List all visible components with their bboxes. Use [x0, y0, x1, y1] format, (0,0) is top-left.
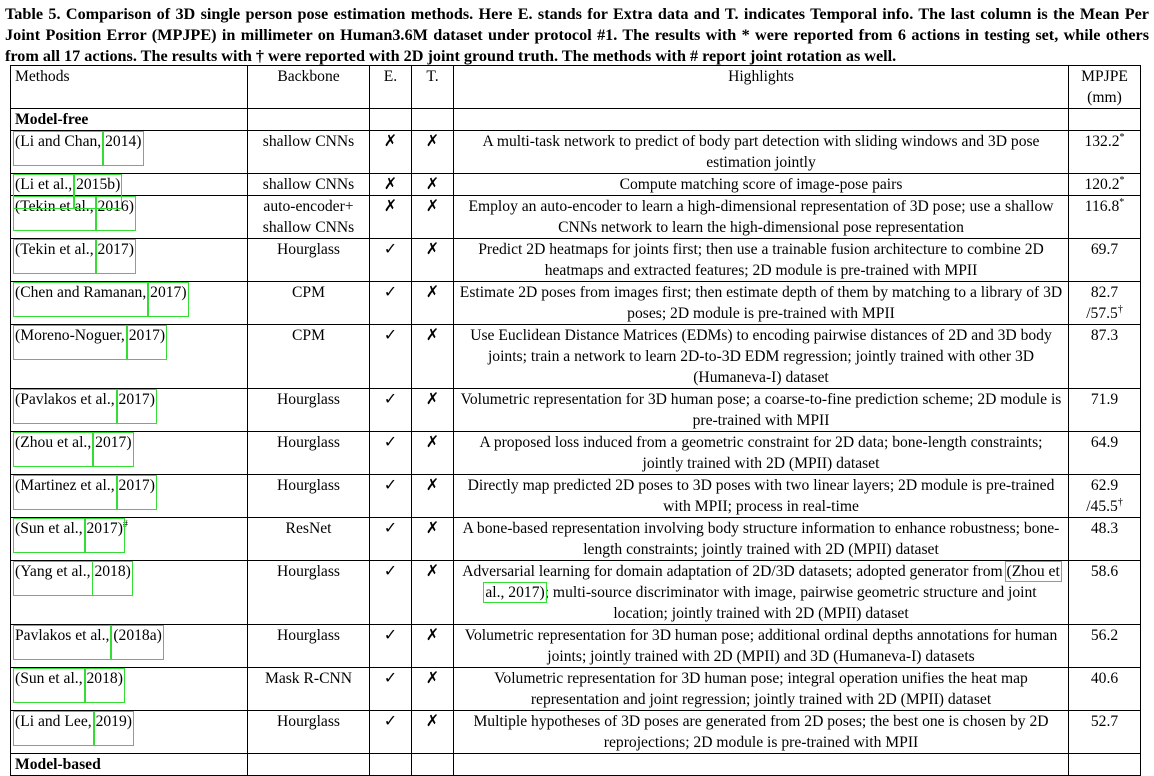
table-row: [11, 711, 1141, 754]
backbone-cell: CPM: [248, 325, 370, 389]
citation-year: 2017: [128, 327, 160, 344]
citation-authors: Pavlakos et al.: [15, 627, 106, 644]
header-temporal: T.: [412, 66, 454, 109]
citation-authors-link[interactable]: (Chen and Ramanan,: [15, 284, 146, 315]
mpjpe-cell: [1069, 625, 1141, 668]
method-cell: [11, 668, 248, 711]
six-actions-marker: *: [1119, 174, 1125, 186]
mpjpe-value: 71.9: [1090, 391, 1119, 408]
citation-authors: Pavlakos et al.: [20, 391, 111, 408]
citation-authors: Li and Lee: [20, 713, 88, 730]
citation-year-link[interactable]: 2017): [119, 391, 155, 422]
citation-authors: Li and Chan: [20, 133, 98, 150]
citation-authors-link[interactable]: (Martinez et al.,: [15, 477, 115, 508]
method-cell: [11, 196, 248, 239]
table-row: [11, 432, 1141, 475]
table-row: [11, 325, 1141, 389]
table-row: [11, 475, 1141, 518]
citation-authors-link[interactable]: (Yang et al.,: [15, 563, 91, 594]
citation-year: 2015b: [76, 176, 116, 193]
citation-year: 2017: [118, 391, 150, 408]
mpjpe-cell: [1069, 432, 1141, 475]
mpjpe-cell: [1069, 282, 1141, 325]
highlights-text: Estimate 2D poses from images first; then estimate depth of them by matching to a library of 3D poses; 2D module is pre-trained with MPII: [459, 284, 1063, 322]
citation-year: 2018: [94, 563, 126, 580]
highlights-text: Directly map predicted 2D poses to 3D poses with two linear layers; 2D module is pre-trained with MPII; process in real-time: [467, 477, 1055, 515]
extra-data-mark: ✓: [370, 239, 412, 282]
highlights-cell: [454, 711, 1069, 754]
citation-year-link[interactable]: 2015b): [76, 176, 120, 207]
backbone-cell: Mask R-CNN: [248, 668, 370, 711]
table-row: [11, 561, 1141, 625]
backbone-cell: auto-encoder+ shallow CNNs: [248, 196, 370, 239]
mpjpe-value: 69.7: [1090, 241, 1119, 258]
citation-year-link[interactable]: 2017): [119, 477, 155, 508]
citation-authors-link[interactable]: (Li et al.,: [15, 176, 72, 207]
mpjpe-gt-value: /57.5: [1086, 305, 1118, 322]
citation-year: 2019: [95, 713, 127, 730]
mpjpe-value: 48.3: [1090, 520, 1119, 537]
citation-year-link[interactable]: 2016): [98, 198, 134, 229]
citation-year-link[interactable]: (2018a): [113, 627, 162, 658]
table-row: [11, 239, 1141, 282]
temporal-mark: ✗: [412, 711, 454, 754]
table-row: [11, 131, 1141, 174]
table-row: [11, 389, 1141, 432]
citation-authors-link[interactable]: (Moreno-Noguer,: [15, 327, 125, 358]
section-label-model-free: Model-free: [11, 109, 248, 131]
mpjpe-cell: [1069, 239, 1141, 282]
method-cell: [11, 711, 248, 754]
section-row-model-free: [11, 109, 1141, 131]
backbone-cell: CPM: [248, 282, 370, 325]
citation-year-link[interactable]: 2017): [87, 520, 123, 551]
mpjpe-cell: [1069, 668, 1141, 711]
method-cell: [11, 389, 248, 432]
highlights-text: Employ an auto-encoder to learn a high-dimensional representation of 3D pose; use a shallow CNNs network to learn the high-dimensional pose representation: [468, 198, 1054, 236]
method-cell: [11, 239, 248, 282]
citation-authors: Tekin et al.: [20, 241, 90, 258]
backbone-cell: Hourglass: [248, 711, 370, 754]
header-backbone: Backbone: [248, 66, 370, 109]
citation-year: 2018a: [118, 627, 157, 644]
citation-authors-link[interactable]: (Zhou et al.,: [15, 434, 91, 465]
mpjpe-value: 62.9: [1090, 477, 1119, 494]
mpjpe-cell: [1069, 389, 1141, 432]
highlights-cell: [454, 239, 1069, 282]
mpjpe-value: 132.2: [1084, 133, 1120, 150]
backbone-cell: Hourglass: [248, 239, 370, 282]
method-cell: [11, 131, 248, 174]
highlights-cell: [454, 625, 1069, 668]
extra-data-mark: ✓: [370, 711, 412, 754]
method-cell: [11, 625, 248, 668]
table-caption: Table 5. Comparison of 3D single person pose estimation methods. Here E. stands for Extra data and T. indicates Temporal info. The last column is the Mean Per Joint Position Error (MPJPE) in millimeter on Human3.6M dataset under protocol #1. The results with * were reported from 6 actions in testing set, while others from all 17 actions. The results with † were reported with 2D joint ground truth. The methods with # report joint rotation as well.: [5, 5, 1149, 65]
table-row: [11, 174, 1141, 196]
mpjpe-value: 87.3: [1090, 327, 1119, 344]
temporal-mark: ✗: [412, 282, 454, 325]
temporal-mark: ✗: [412, 518, 454, 561]
backbone-cell: Hourglass: [248, 432, 370, 475]
citation-year-link[interactable]: 2018): [94, 563, 130, 594]
backbone-cell: shallow CNNs: [248, 174, 370, 196]
six-actions-marker: *: [1119, 131, 1125, 143]
highlights-cell: [454, 325, 1069, 389]
highlights-text: Compute matching score of image-pose pairs: [619, 176, 903, 193]
mpjpe-value: 58.6: [1090, 563, 1119, 580]
header-mpjpe-unit: (mm): [1087, 89, 1122, 106]
highlights-cell: [454, 174, 1069, 196]
extra-data-mark: ✗: [370, 131, 412, 174]
highlights-text: Predict 2D heatmaps for joints first; then use a trainable fusion architecture to combine 2D heatmaps and extracted features; 2D module is pre-trained with MPII: [478, 241, 1044, 279]
citation-year-link[interactable]: 2017): [150, 284, 186, 315]
header-extra: E.: [370, 66, 412, 109]
ground-truth-marker: †: [1117, 496, 1123, 508]
extra-data-mark: ✓: [370, 475, 412, 518]
mpjpe-cell: [1069, 325, 1141, 389]
highlights-text: A multi-task network to predict of body part detection with sliding windows and 3D pose estimation jointly: [482, 133, 1040, 171]
citation-authors-link[interactable]: (Sun et al.,: [15, 670, 83, 701]
table-row: [11, 196, 1141, 239]
citation-year: 2018: [86, 670, 118, 687]
highlights-cell: [454, 518, 1069, 561]
temporal-mark: ✗: [412, 561, 454, 625]
inline-citation-link[interactable]: (Zhou et al., 2017): [485, 563, 1060, 601]
highlights-cell: [454, 282, 1069, 325]
highlights-text: Adversarial learning for domain adaptation of 2D/3D datasets; adopted generator from: [462, 563, 1007, 580]
method-cell: [11, 518, 248, 561]
mpjpe-gt-value: /45.5: [1086, 498, 1118, 515]
citation-authors: Chen and Ramanan: [20, 284, 143, 301]
table-row: [11, 625, 1141, 668]
table-row: [11, 668, 1141, 711]
mpjpe-cell: [1069, 174, 1141, 196]
citation-authors: Sun et al.: [20, 670, 79, 687]
citation-authors-link[interactable]: (Sun et al.,: [15, 520, 83, 551]
ground-truth-marker: †: [1117, 303, 1123, 315]
header-mpjpe: [1069, 66, 1141, 109]
highlights-text: Volumetric representation for 3D human pose; additional ordinal depths annotations for human joints; jointly trained with 2D (MPII) and 3D (Humaneva-I) datasets: [464, 627, 1058, 665]
citation-year-link[interactable]: 2018): [87, 670, 123, 701]
citation-year-link[interactable]: 2019): [96, 713, 132, 744]
backbone-cell: Hourglass: [248, 389, 370, 432]
highlights-text: Volumetric representation for 3D human pose; a coarse-to-fine prediction scheme; 2D module is pre-trained with MPII: [460, 391, 1062, 429]
citation-authors: Li et al.: [20, 176, 69, 193]
citation-authors-link[interactable]: Pavlakos et al.,: [15, 627, 109, 658]
citation-year: 2017: [118, 477, 150, 494]
comparison-table: [10, 65, 1141, 776]
citation-year: 2017: [97, 241, 129, 258]
mpjpe-value: 56.2: [1090, 627, 1119, 644]
mpjpe-value: 52.7: [1090, 713, 1119, 730]
table-row: [11, 282, 1141, 325]
highlights-text: ; multi-source discriminator with image, pairwise geometric structure and joint location; jointly trained with 2D (MPII) dataset: [544, 584, 1037, 622]
highlights-cell: [454, 432, 1069, 475]
mpjpe-value: 116.8: [1084, 198, 1120, 215]
method-cell: [11, 282, 248, 325]
citation-year-link[interactable]: 2017): [95, 434, 131, 465]
citation-authors-link[interactable]: (Pavlakos et al.,: [15, 391, 115, 422]
citation-year: 2014: [105, 133, 137, 150]
backbone-cell: Hourglass: [248, 475, 370, 518]
section-row-model-based: [11, 754, 1141, 776]
citation-authors-link[interactable]: (Li and Lee,: [15, 713, 92, 744]
mpjpe-value: 120.2: [1084, 176, 1120, 193]
method-cell: [11, 325, 248, 389]
highlights-cell: [454, 389, 1069, 432]
citation-authors: Martinez et al.: [20, 477, 111, 494]
method-cell: [11, 475, 248, 518]
backbone-cell: Hourglass: [248, 625, 370, 668]
six-actions-marker: *: [1119, 196, 1125, 208]
method-cell: [11, 174, 248, 196]
highlights-text: Use Euclidean Distance Matrices (EDMs) to encoding pairwise distances of 2D and 3D body joints; train a network to learn 2D-to-3D EDM regression; jointly trained with other 3D (Humaneva-I) dataset: [470, 327, 1052, 386]
highlights-cell: [454, 668, 1069, 711]
extra-data-mark: ✓: [370, 561, 412, 625]
mpjpe-cell: [1069, 518, 1141, 561]
rotation-marker: #: [122, 518, 128, 530]
table-body: [11, 109, 1141, 776]
citation-year: 2017: [150, 284, 182, 301]
backbone-cell: ResNet: [248, 518, 370, 561]
temporal-mark: ✗: [412, 325, 454, 389]
citation-authors: Sun et al.: [20, 520, 79, 537]
citation-authors-link[interactable]: (Tekin et al.,: [15, 198, 94, 229]
mpjpe-cell: [1069, 475, 1141, 518]
extra-data-mark: ✗: [370, 174, 412, 196]
citation-authors: Tekin et al.: [20, 198, 90, 215]
header-highlights: Highlights: [454, 66, 1069, 109]
extra-data-mark: ✓: [370, 325, 412, 389]
section-label-model-based: Model-based: [11, 754, 248, 776]
temporal-mark: ✗: [412, 196, 454, 239]
mpjpe-cell: [1069, 131, 1141, 174]
temporal-mark: ✗: [412, 668, 454, 711]
extra-data-mark: ✓: [370, 625, 412, 668]
citation-year: 2017: [86, 520, 118, 537]
mpjpe-cell: [1069, 196, 1141, 239]
table-row: [11, 518, 1141, 561]
highlights-text: Volumetric representation for 3D human pose; integral operation unifies the heat map representation and joint regression; jointly trained with 2D (MPII) dataset: [494, 670, 1028, 708]
citation-year: 2017: [95, 434, 127, 451]
citation-year-link[interactable]: 2017): [129, 327, 165, 358]
highlights-text: A bone-based representation involving body structure information to enhance robustness; bone-length constraints; jointly trained with 2D (MPII) dataset: [462, 520, 1060, 558]
extra-data-mark: ✓: [370, 518, 412, 561]
citation-authors-link[interactable]: (Tekin et al.,: [15, 241, 94, 272]
mpjpe-value: 82.7: [1090, 284, 1119, 301]
highlights-cell: [454, 475, 1069, 518]
citation-authors-link[interactable]: (Li and Chan,: [15, 133, 101, 164]
header-mpjpe-label: MPJPE: [1081, 68, 1128, 85]
backbone-cell: shallow CNNs: [248, 131, 370, 174]
citation-authors: Zhou et al.: [20, 434, 88, 451]
citation-authors: Yang et al.: [20, 563, 87, 580]
temporal-mark: ✗: [412, 174, 454, 196]
citation-year: 2016: [97, 198, 129, 215]
extra-data-mark: ✓: [370, 282, 412, 325]
method-cell: [11, 432, 248, 475]
citation-year-link[interactable]: 2017): [98, 241, 134, 272]
extra-data-mark: ✓: [370, 668, 412, 711]
citation-year-link[interactable]: 2014): [105, 133, 141, 164]
header-row: [11, 66, 1141, 109]
temporal-mark: ✗: [412, 131, 454, 174]
extra-data-mark: ✓: [370, 432, 412, 475]
extra-data-mark: ✓: [370, 389, 412, 432]
mpjpe-value: 64.9: [1090, 434, 1119, 451]
mpjpe-value: 40.6: [1090, 670, 1119, 687]
highlights-text: A proposed loss induced from a geometric constraint for 2D data; bone-length constraints; jointly trained with 2D (MPII) dataset: [479, 434, 1043, 472]
mpjpe-cell: [1069, 561, 1141, 625]
highlights-cell: [454, 196, 1069, 239]
highlights-cell: [454, 131, 1069, 174]
highlights-text: Multiple hypotheses of 3D poses are generated from 2D poses; the best one is chosen by 2D reprojections; 2D module is pre-trained with MPII: [473, 713, 1049, 751]
backbone-cell: Hourglass: [248, 561, 370, 625]
temporal-mark: ✗: [412, 432, 454, 475]
temporal-mark: ✗: [412, 475, 454, 518]
temporal-mark: ✗: [412, 625, 454, 668]
citation-authors: Moreno-Noguer: [20, 327, 121, 344]
temporal-mark: ✗: [412, 239, 454, 282]
mpjpe-cell: [1069, 711, 1141, 754]
temporal-mark: ✗: [412, 389, 454, 432]
method-cell: [11, 561, 248, 625]
header-methods: Methods: [11, 66, 248, 109]
highlights-cell: [454, 561, 1069, 625]
extra-data-mark: ✗: [370, 196, 412, 239]
